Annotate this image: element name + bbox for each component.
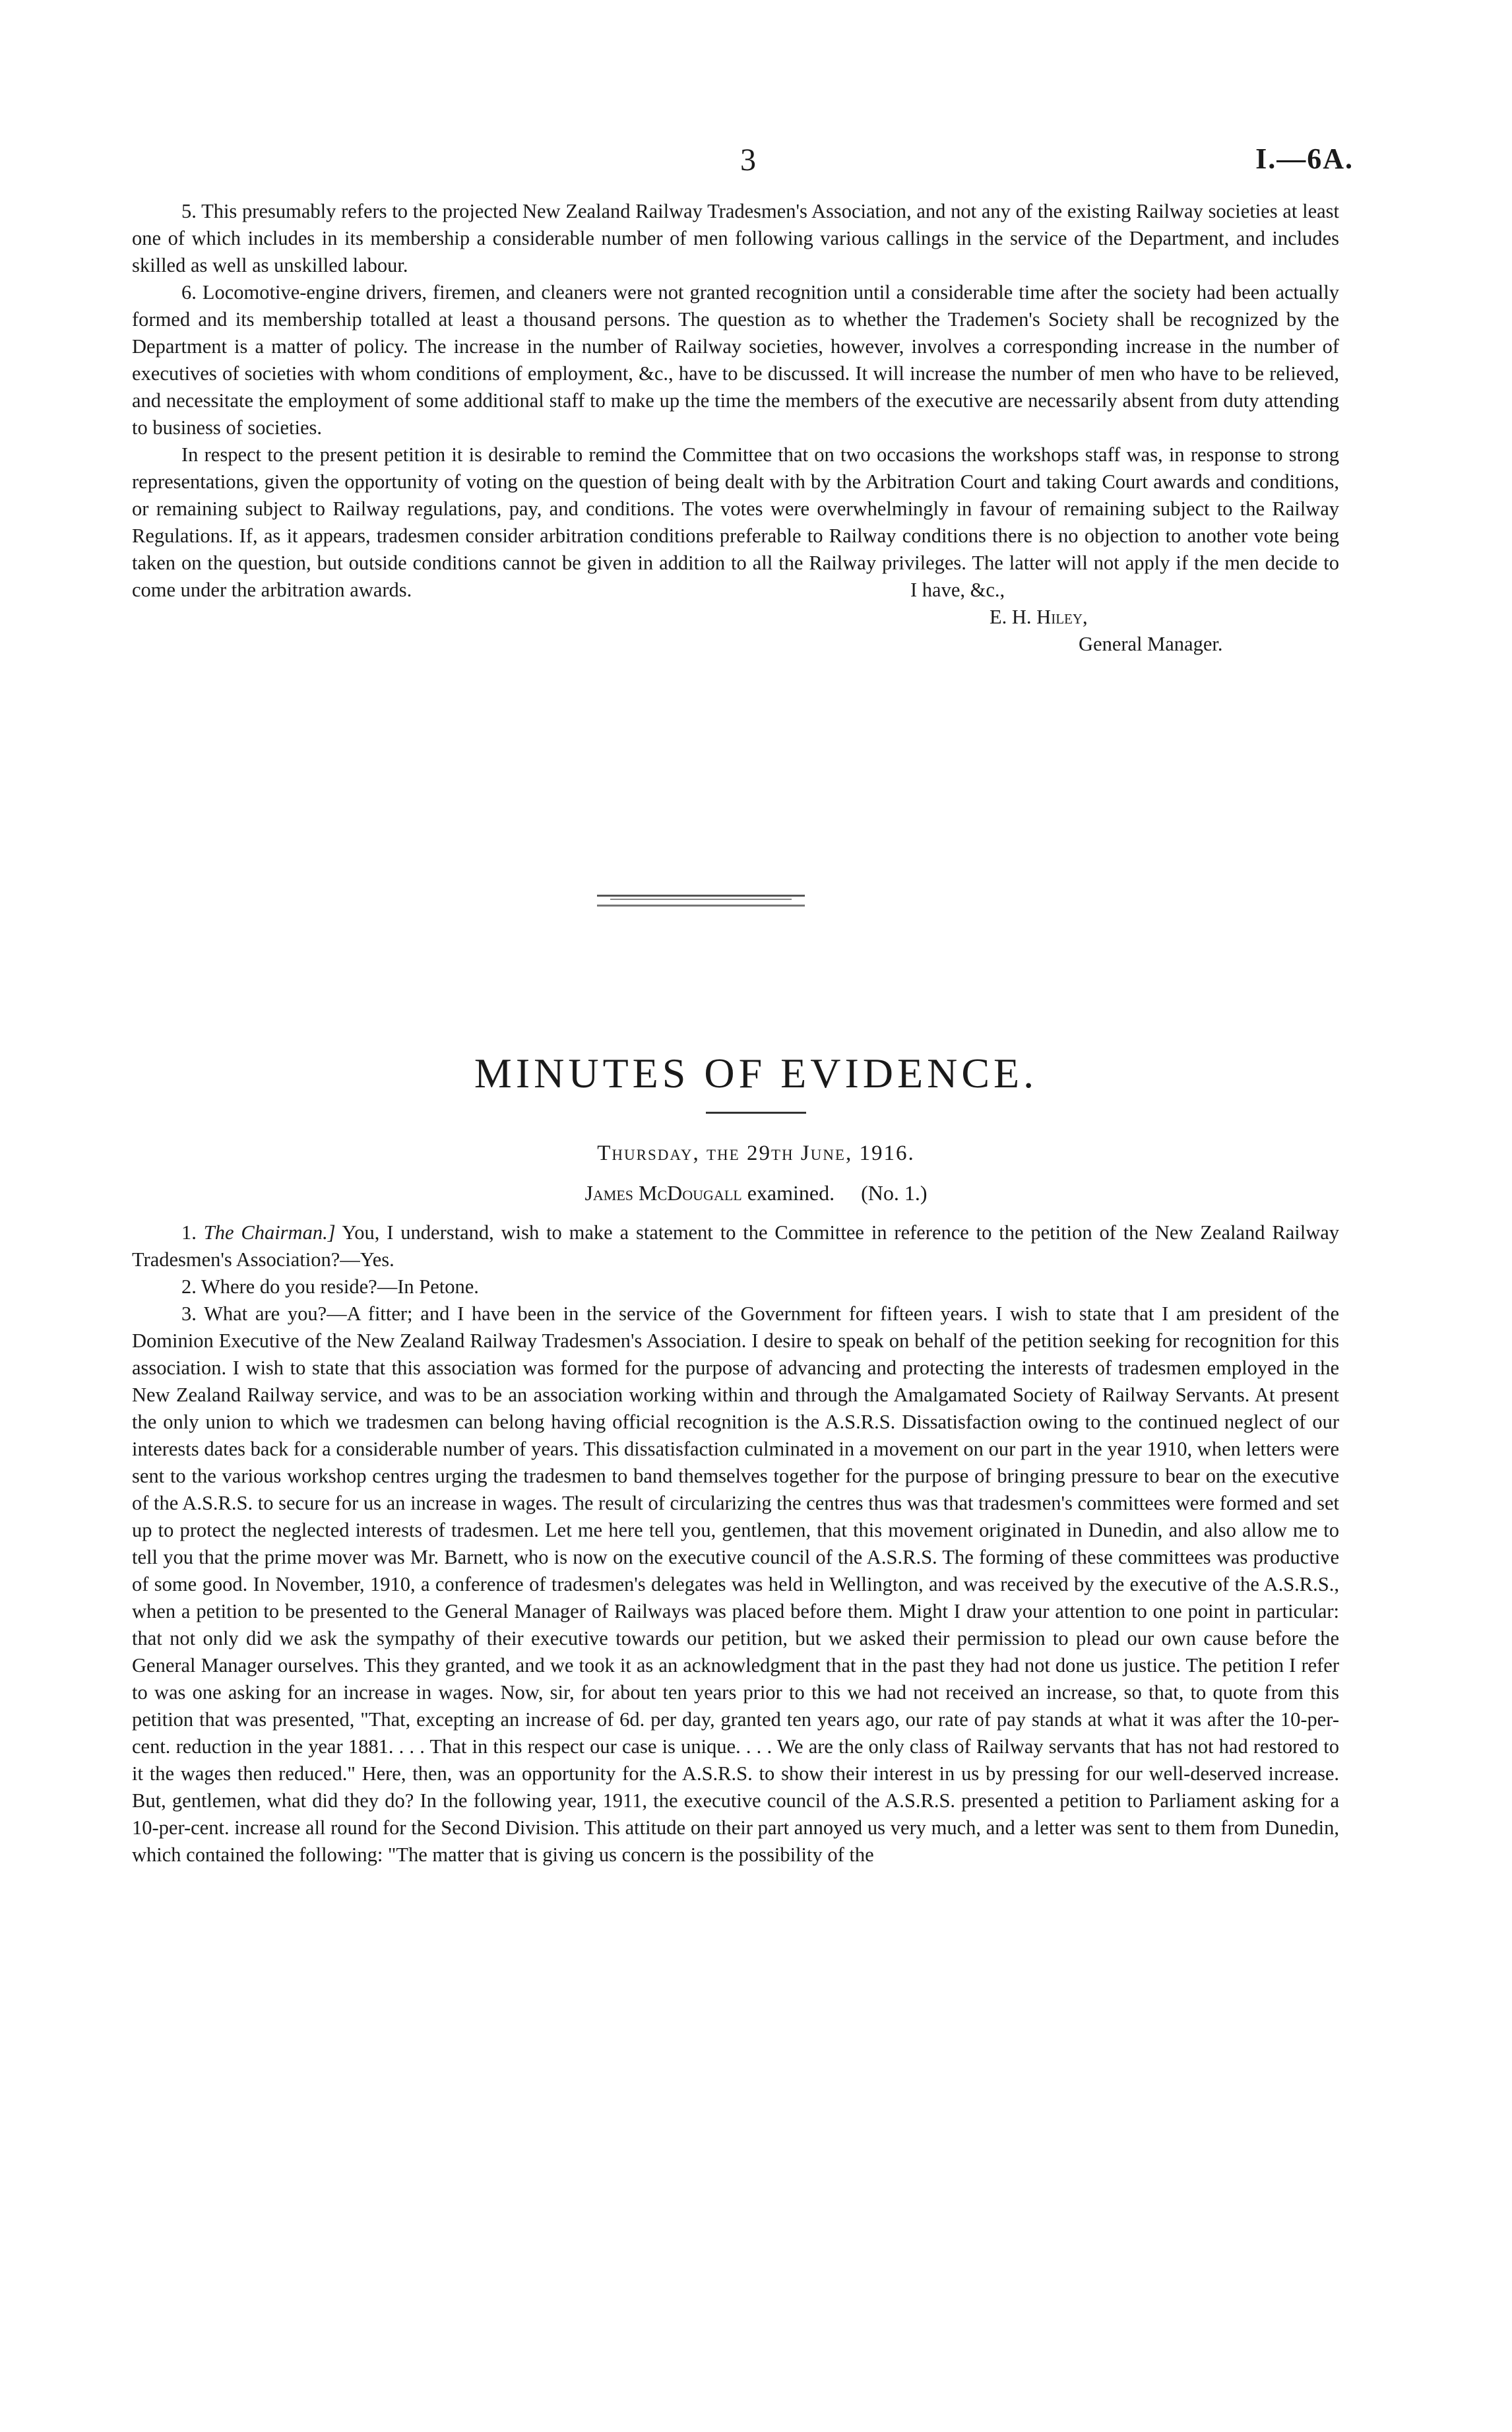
signatory-initials: E. H. [990,606,1032,628]
signature-block [132,579,1339,685]
question-1-text: You, I understand, wish to make a statement to the Committee in reference to the petition of the New Zealand Railway Tradesmen's Association?—Yes. [132,1221,1340,1271]
question-2: 2. Where do you reside?—In Petone. [181,1275,479,1298]
letter-paragraph-petition: In respect to the present petition it is desirable to remind the Committee that on two occasions the workshops staff was, in response to strong representations, given the opportunity of voting on the question of being dealt with by the Arbitration Court and taking Court awards and conditions, or remaining subject to Railway regulations, pay, and conditions. The votes were overwhelmingly in favour of remaining subject to the Railway Regulations. If, as it appears, tradesmen consider arbitration conditions preferable to Railway conditions there is no objection to another vote being taken on the question, but outside conditions cannot be given in addition to all the Railway privileges. The latter will not apply if the men decide to come under the arbitration awards. [132,443,1339,601]
witness-line [0,1181,1512,1205]
hearing-date: Thursday, the 29th June, 1916. [597,1141,915,1165]
page-number: 3 [740,143,756,177]
question-1 [132,1219,1339,1273]
signatory-surname: Hiley, [1036,606,1088,628]
document-reference: I.—6A. [1255,143,1354,175]
witness-number: (No. 1.) [861,1181,928,1205]
letter-paragraph-5: 5. This presumably refers to the projected New Zealand Railway Tradesmen's Association, and not any of the existing Railway societies at least one of which includes in its membership a considerable number of men following various callings in the service of the Department, and includes skilled as well as unskilled labour. [132,200,1339,276]
signatory-title: General Manager. [1079,633,1223,655]
question-1-speaker: The Chairman.] [203,1221,336,1244]
witness-name: James McDougall [584,1181,742,1205]
witness-examined: examined. [747,1181,835,1205]
letter-paragraph-6: 6. Locomotive-engine drivers, firemen, and cleaners were not granted recognition until a considerable time after the society had been actually formed and its membership totalled at least a thousand persons. The question as to whether the Trademen's Society shall be recognized by the Department is a matter of policy. The increase in the number of Railway societies, however, involves a corresponding increase in the number of executives of societies with whom conditions of employment, &c., have to be discussed. It will increase the number of men who have to be relieved, and necessitate the employment of some additional staff to make up the time the members of the executive are necessarily absent from duty attending to business of societies. [132,281,1339,439]
evidence-body [132,1219,1339,1869]
minutes-title: MINUTES OF EVIDENCE. [474,1050,1038,1097]
section-divider [597,895,805,907]
question-3: 3. What are you?—A fitter; and I have been in the service of the Government for fifteen years. I wish to state that I am president of the Dominion Executive of the New Zealand Railway Tradesmen's Association. I desire to speak on behalf of the petition seeking for recognition for this association. I wish to state that this association was formed for the purpose of advancing and protecting the interests of tradesmen employed in the New Zealand Railway service, and was to be an association working within and through the Amalgamated Society of Railway Servants. At present the only union to which we tradesmen can belong having official recognition is the A.S.R.S. Dissatisfaction owing to the continued neglect of our interests dates back for a considerable number of years. This dissatisfaction culminated in a movement on our part in the year 1910, when letters were sent to the various workshop centres urging the tradesmen to band themselves together for the purpose of bringing pressure to bear on the executive of the A.S.R.S. to secure for us an increase in wages. The result of circularizing the centres thus was that tradesmen's committees were formed and set up to protect the neglected interests of tradesmen. Let me here tell you, gentlemen, that this movement originated in Dunedin, and also allow me to tell you that the prime mover was Mr. Barnett, who is now on the executive council of the A.S.R.S. The forming of these committees was productive of some good. In November, 1910, a conference of tradesmen's delegates was held in Wellington, and was received by the executive of the A.S.R.S., when a petition to be presented to the General Manager of Railways was placed before them. Might I draw your attention to one point in particular: that not only did we ask the sympathy of their executive towards our petition, but we asked their permission to plead our own cause before the General Manager ourselves. This they granted, and we took it as an acknowledgment that in the past they had not done us justice. The petition I refer to was one asking for an increase in wages. Now, sir, for about ten years prior to this we had not received an increase, so that, to quote from this petition that was presented, "That, excepting an increase of 6d. per day, granted ten years ago, our rate of pay stands at what it was after the 10-per-cent. reduction in the year 1881. . . . That in this respect our case is unique. . . . We are the only class of Railway servants that has not had restored to it the wages then reduced." Here, then, was an opportunity for the A.S.R.S. to show their interest in us by pressing for our well-deserved increase. But, gentlemen, what did they do? In the following year, 1911, the executive council of the A.S.R.S. presented a petition to Parliament asking for a 10-per-cent. increase all round for the Second Division. This attitude on their part annoyed us very much, and a letter was sent to them from Dunedin, which contained the following: "The matter that is giving us concern is the possibility of the [132,1302,1339,1866]
signatory-name [990,604,1088,631]
closing-phrase: I have, &c., [910,579,1005,601]
page-header [0,142,1512,181]
question-1-number: 1. [181,1221,197,1244]
title-underline [706,1112,806,1114]
letter-body [132,198,1339,685]
